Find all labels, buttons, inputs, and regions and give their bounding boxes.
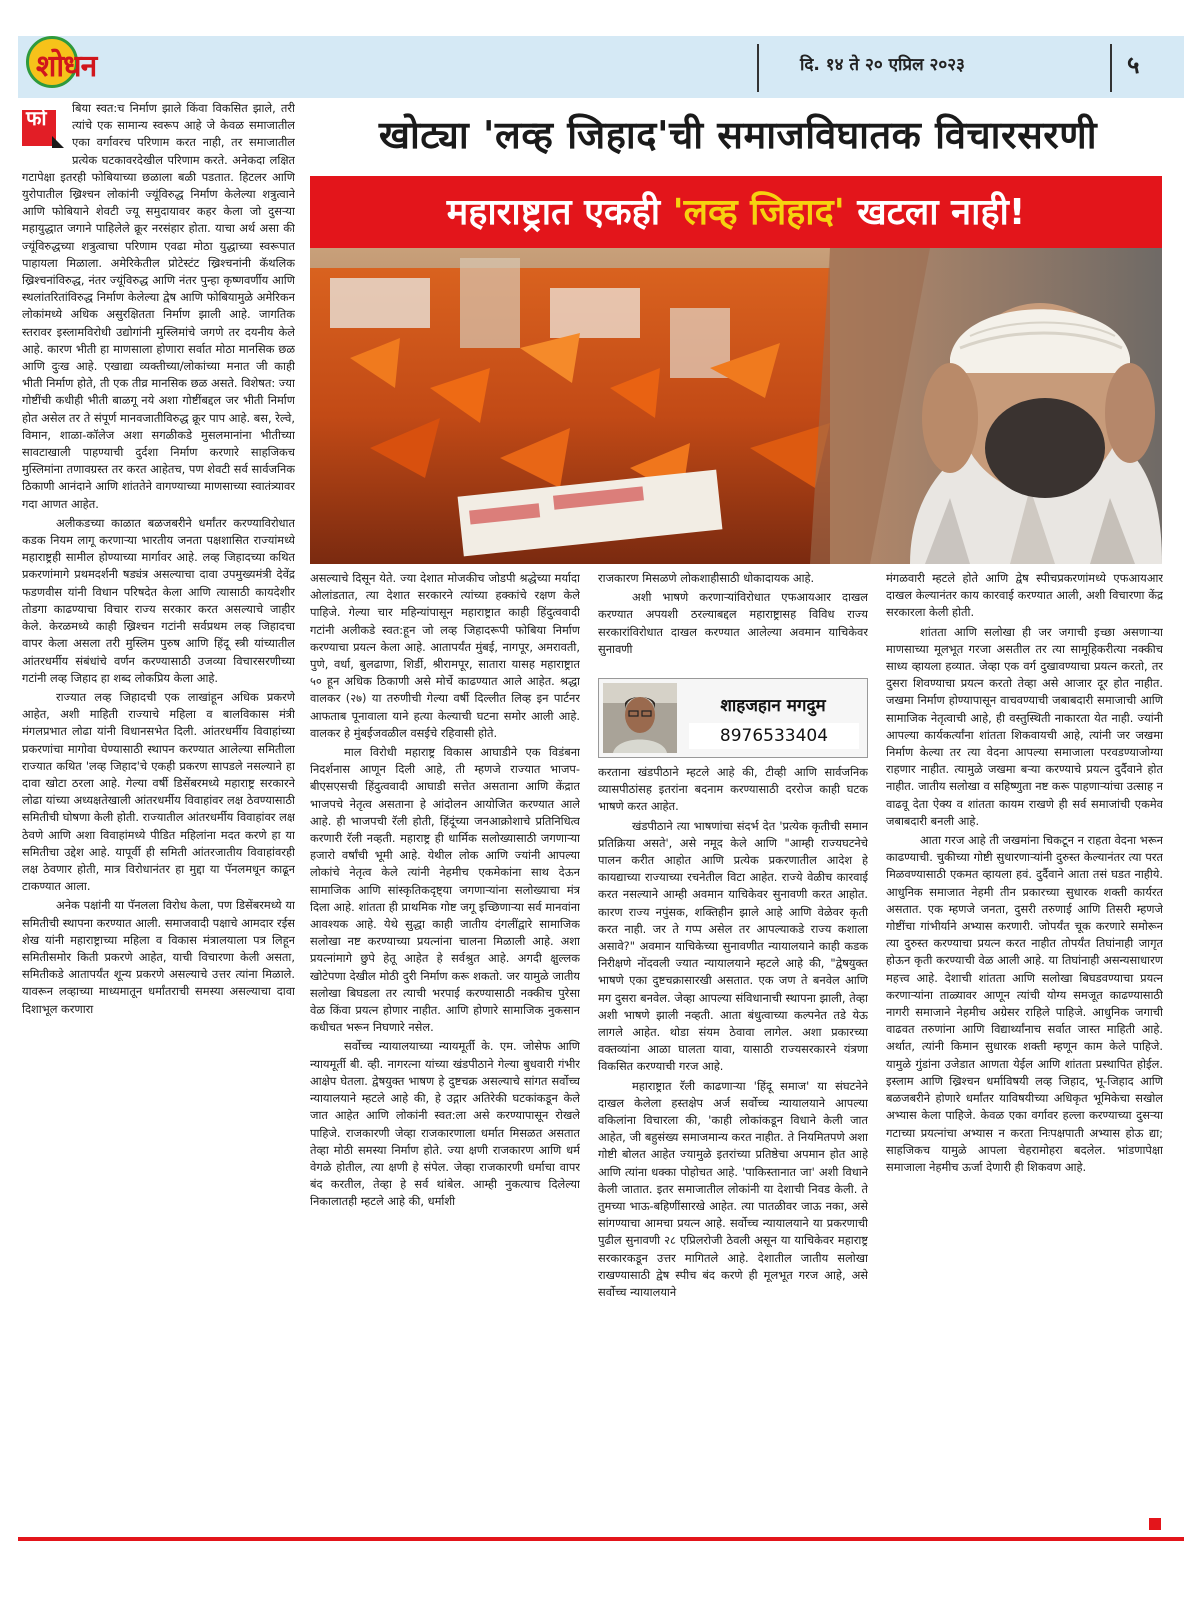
logo-text: शोधन — [36, 49, 97, 84]
rally-photo-illustration — [310, 248, 1162, 564]
newspaper-logo — [22, 34, 116, 98]
article-column-2 — [310, 570, 580, 1532]
paragraph: राजकारण मिसळणे लोकशाहीसाठी धोकादायक आहे. — [598, 571, 815, 585]
paragraph: खंडपीठाने त्या भाषणांचा संदर्भ देत 'प्रत्येक कृतीची समान प्रतिक्रिया असते', असे नमूद केले आणि "आम्ही राज्यघटनेचे पालन करीत आहोत आणि प्रत्येक प्रकरणातील आदेश हे कायद्याच्या राज्याच्या रचनेतील विटा आहेत. राज्ये वेळीच कारवाई करत नसल्याने आम्ही अवमान याचिकेवर सुनावणी करत आहोत. कारण राज्य नपुंसक, शक्तिहीन झाले आहे आणि वेळेवर कृती करत नाही. जर ते गप्प असेल तर आपल्याकडे राज्य कशाला असावे?" अवमान याचिकेच्या सुनावणीत न्यायालयाने काही कडक निरीक्षणे नोंदवली ज्यात न्यायालयाने म्हटले आहे की, "द्वेषयुक्त भाषणे एका दुष्टचक्रासारखी असतात. एक जण ते बनवेल आणि मग दुसरा बनवेल. जेव्हा आपल्या संविधानाची स्थापना झाली, तेव्हा अशी भाषणे झाली नव्हती. आता बंधुत्वाच्या कल्पनेत तडे येऊ लागले आहेत. थोडा संयम ठेवावा लागेल. अशा प्रकारच्या वक्तव्यांना आळा घालता यावा, यासाठी राज्यसरकारने यंत्रणा विकसित करण्याची गरज आहे. — [598, 818, 868, 1074]
issue-date: दि. १४ ते २० एप्रिल २०२३ — [800, 55, 965, 75]
author-photo — [603, 683, 677, 753]
paragraph: आता गरज आहे ती जखमांना चिकटून न राहता वेदना भरून काढण्याची. चुकीच्या गोष्टी सुधारणाऱ्यांनी दुरुस्त केल्यानंतर त्या परत मिळवण्यासाठी एकमत व्हायला हवं. दुर्दैवाने आता तसं घडत नाहीये. आधुनिक समाजात नेहमी तीन प्रकारच्या सुधारक शक्ती कार्यरत असतात. एक म्हणजे जनता, दुसरी तरुणाई आणि तिसरी म्हणजे गोष्टींचा गांभीर्याने अभ्यास करणारी. जोपर्यंत चूक करणारे समोरून त्या दुरुस्त करण्याचा प्रयत्न करत नाहीत तोपर्यंत तिघांनाही जागृत होऊन कृती करण्याची वेळ आली आहे. या तिघांनाही असन्यसाधारण महत्त्व आहे. देशाची शांतता आणि सलोखा बिघडवण्याचा प्रयत्न करणाऱ्यांना ताळ्यावर आणून त्यांची योग्य समजूत काढण्यासाठी नागरी समाजाने नेहमीच अग्रेसर राहिले पाहिजे. आधुनिक जगाची वाढवत तरुणांना आणि विद्यार्थ्यांनाच सर्वात जास्त माहिती आहे. अर्थात, त्यांनी किमान सुधारक शक्ती म्हणून काम केले पाहिजे. यामुळे गुंडांना उजेडात आणता येईल आणि शांतता प्रस्थापित होईल. इस्लाम आणि ख्रिश्चन धर्माविषयी लव्ह जिहाद, भू-जिहाद आणि बळजबरीने होणारे धर्मांतर याविषयीच्या अधिकृत भूमिकेचा सखोल अभ्यास केला पाहिजे. केवळ एका वर्गावर हल्ला करण्याच्या दुसऱ्या गटाच्या प्रयत्नांचा अभ्यास न करता निःपक्षपाती अभ्यास होऊ द्या; साहजिकच यामुळे आपला चेहरामोहरा बदलेल. भांडणापेक्षा समाजाला नेहमीच ऊर्जा देणारी ही शिकवण आहे. — [886, 833, 1163, 1174]
paragraph: मंगळवारी म्हटले होते आणि द्वेष स्पीचप्रकरणांमध्ये एफआयआर दाखल केल्यानंतर काय कारवाई करण्यात आली, अशी विचारणा केंद्र सरकारला केली होती. — [886, 571, 1163, 620]
masthead-divider — [1110, 44, 1112, 92]
paragraph: माल विरोधी महाराष्ट्र विकास आघाडीने एक विडंबना निदर्शनास आणून दिली आहे, ती म्हणजे राज्यात भाजप-बीएसएसची हिंदुत्ववादी आघाडी सत्तेत असताना आणि केंद्रात भाजपचे नेतृत्व असताना हे आंदोलन आयोजित करण्यात आले आहे. ही भाजपची रॅली होती, हिंदूंच्या जनआक्रोशाचे प्रतिनिधित्व करणारी रॅली नव्हती. महाराष्ट्र ही धार्मिक सलोख्यासाठी जगणाऱ्या हजारो वर्षांची भूमी आहे. येथील लोक आणि ज्यांनी आपल्या लोकांचे नेतृत्व केले त्यांनी नेहमीच एकमेकांना साथ देऊन सामाजिक आणि सांस्कृतिकदृष्ट्या जगणाऱ्यांना सलोख्याचा मंत्र दिला आहे. शांतता ही प्राथमिक गोष्ट जगू इच्छिणाऱ्या सर्व मानवांना आवश्यक आहे. येथे सुद्धा काही जातीय दंगलींद्वारे सामाजिक सलोखा नष्ट करण्याच्या प्रयत्नांना चालना मिळाली आहे. अशा प्रयत्नांमागे छुपे हेतू आहेत हे सर्वश्रुत आहे. अगदी क्षुल्लक खोटेपणा देखील मोठी दुरी निर्माण करू शकतो. जर यामुळे जातीय सलोखा बिघडला तर त्याची भरपाई करण्यासाठी नक्कीच पुरेसा वेळ किंवा प्रयत्न होणार नाहीत. आणि होणारे सामाजिक नुकसान कधीचत भरून निघणारे नसेल. — [310, 745, 580, 1035]
article-subheadline: महाराष्ट्रात एकही 'लव्ह जिहाद' खटला नाही! — [446, 192, 1026, 233]
article-column-1 — [22, 100, 295, 1532]
masthead-divider — [757, 44, 759, 92]
author-phone: 8976533404 — [689, 723, 859, 749]
drop-cap-text: फो — [26, 106, 47, 130]
paragraph: अनेक पक्षांनी या पॅनलला विरोध केला, पण डिसेंबरमध्ये या समितीची स्थापना करण्यात आली. समाजवादी पक्षाचे आमदार रईस शेख यांनी महाराष्ट्राच्या महिला व विकास मंत्रालयाला पत्र लिहून समितीसमोर किती प्रकरणे आहेत, याची विचारणा केली असता, समितीकडे आतापर्यंत शून्य प्रकरणे असल्याचे उत्तर त्यांना मिळाले. यावरून लव्हाच्या माध्यमातून धर्मांतराची समस्या असल्याचा दावा दिशाभूल करणारा — [22, 898, 295, 1016]
paragraph: असल्याचे दिसून येते. ज्या देशात मोजकीच जोडपी श्रद्धेच्या मर्यादा ओलांडतात, त्या देशात सरकारने त्यांच्या हक्कांचे रक्षण केले पाहिजे. गेल्या चार महिन्यांपासून महाराष्ट्रात काही हिंदुत्ववादी गटांनी अलीकडे स्वत:हून जो लव्ह जिहादरूपी फोबिया निर्माण करण्याचा प्रयत्न केला आहे. आतापर्यंत मुंबई, नागपूर, अमरावती, पुणे, वर्धा, बुलढाणा, शिर्डी, श्रीरामपूर, सातारा यासह महाराष्ट्रात ५० हून अधिक ठिकाणी असे मोर्चे काढण्यात आले आहेत. श्रद्धा वालकर (२७) या तरुणीची गेल्या वर्षी दिल्लीत लिव्ह इन पार्टनर आफताब पूनावाला याने हत्या केल्याची घटना समोर आली आहे. वालकर हे मुंबईजवळील वसईचे रहिवासी होते. — [310, 571, 580, 740]
article-column-3-bottom — [598, 764, 868, 1532]
page-footer-rule — [18, 1537, 1184, 1541]
masthead-bar — [18, 36, 1184, 98]
paragraph: राज्यात लव्ह जिहादची एक लाखांहून अधिक प्रकरणे आहेत, अशी माहिती राज्याचे महिला व बालविकास मंत्री मंगलप्रभात लोढा यांनी विधानसभेत दिली. आंतरधर्मीय विवाहांच्या प्रकरणांचा मागोवा घेण्यासाठी स्थापन करण्यात आलेल्या समितीला राज्यात कथित 'लव्ह जिहाद'चे एकही प्रकरण सापडले नसल्याने हा दावा खोटा ठरला आहे. गेल्या वर्षी डिसेंबरमध्ये महाराष्ट्र सरकारने लोढा यांच्या अध्यक्षतेखाली आंतरधर्मीय विवाहांवर लक्ष ठेवण्यासाठी समितीची घोषणा केली होती. राज्यातील आंतरधर्मीय विवाहांवर लक्ष ठेवणे आणि अशा विवाहांमध्ये पीडित महिलांना मदत करणे हा या समितीचा उद्देश आहे. यापूर्वी ही समिती आंतरजातीय विवाहांवरही लक्ष ठेवणार होती, मात्र विरोधानंतर हा मुद्दा या पॅनलमधून काढून टाकण्यात आला. — [22, 689, 295, 894]
article-column-3-top — [598, 570, 868, 670]
paragraph: सर्वोच्च न्यायालयाच्या न्यायमूर्ती के. एम. जोसेफ आणि न्यायमूर्ती बी. व्ही. नागरत्ना यांच्या खंडपीठाने गेल्या बुधवारी गंभीर आक्षेप घेतला. द्वेषयुक्त भाषण हे दुष्टचक्र असल्याचे सांगत सर्वोच्च न्यायालयाने म्हटले आहे की, हे उद्गार अतिरेकी घटकांकडून केले जात आहेत आणि लोकांनी स्वत:ला असे करण्यापासून रोखले पाहिजे. राजकारणी जेव्हा राजकारणाला धर्मात मिसळत असतात तेव्हा मोठी समस्या निर्माण होते. ज्या क्षणी राजकारण आणि धर्म वेगळे होतील, त्या क्षणी हे संपेल. जेव्हा राजकारणी धर्माचा वापर बंद करतील, तेव्हा हे सर्व थांबेल. आम्ही नुकत्याच दिलेल्या निकालातही म्हटले आहे की, धर्माशी — [310, 1039, 580, 1209]
author-box — [598, 678, 868, 758]
paragraph: करताना खंडपीठाने म्हटले आहे की, टीव्ही आणि सार्वजनिक व्यासपीठांसह इतरांना बदनाम करण्यासाठी दररोज काही घटक भाषणे करत आहेत. — [598, 765, 868, 814]
article-column-4 — [886, 570, 1163, 1532]
page-number: ५ — [1127, 51, 1140, 79]
article-headline: खोट्या 'लव्ह जिहाद'ची समाजविघातक विचारसरणी — [378, 113, 1098, 157]
paragraph: शांतता आणि सलोखा ही जर जगाची इच्छा असणाऱ्या माणसाच्या मूलभूत गरजा असतील तर त्या सामूहिकरीत्या नक्कीच साध्य व्हायला हव्यात. जेव्हा एक वर्ग दुखावण्याचा प्रयत्न करतो, तर दुसरा शिवण्याचा प्रयत्न करतो तेव्हा असे आजार दूर होत नाहीत. जखमा निर्माण होण्यापासून वाचवण्याची जबाबदारी समाजाची आणि सामाजिक नेतृत्वाची आहे, ही वस्तुस्थिती नाकारता येत नाही. ज्यांनी आपल्या कार्यकर्त्यांना शांतता शिकवायची आहे, त्यांनी जर जखमा निर्माण केल्या तर त्या वेदना आपल्या समाजाला परवडण्याजोग्या राहणार नाहीत. त्यामुळे जखमा बऱ्या करण्याचे प्रयत्न दुर्दैवाने होत नाहीत. जातीय सलोखा व सहिष्णुता नष्ट करू पाहणाऱ्यांचा उत्साह न वाढवू देता ऐक्य व शांतता कायम राखणे ही सर्व समाजांची एकमेव जबाबदारी बनली आहे. — [886, 624, 1163, 828]
author-name: शाहजहान मगदुम — [720, 696, 826, 716]
paragraph: अलीकडच्या काळात बळजबरीने धर्मांतर करण्याविरोधात कडक नियम लागू करणाऱ्या भारतीय जनता पक्षशासित राज्यांमध्ये महाराष्ट्रही सामील होण्याच्या मार्गावर आहे. लव्ह जिहादच्या कथित प्रकरणांमागे प्रथमदर्शनी षड्यंत्र असल्याचा दावा उपमुख्यमंत्री देवेंद्र फडणवीस यांनी विधान परिषदेत केला आणि त्यासाठी कायदेशीर तोडगा काढण्याचा विचार राज्य सरकार करत असल्याचे जाहीर केले. केरळमध्ये काही ख्रिश्चन गटांनी सर्वप्रथम लव्ह जिहादचा वापर केला असला तरी मुस्लिम पुरुष आणि हिंदू स्त्री यांच्यातील आंतरधर्मीय संबंधांचे वर्णन करण्यासाठी उजव्या विचारसरणीच्या गटांनी लव्ह जिहाद हा शब्द लोकप्रिय केला आहे. — [22, 515, 295, 685]
drop-cap — [22, 102, 64, 152]
paragraph: बिया स्वत:च निर्माण झाले किंवा विकसित झाले, तरी त्यांचे एक सामान्य स्वरूप आहे जे केवळ समाजातील एका वर्गावरच परिणाम करत नाही, तर समाजातील प्रत्येक घटकावरदेखील परिणाम करते. अनेकदा लक्षित गटापेक्षा इतरही फोबियाच्या छळाला बळी पडतात. हिटलर आणि युरोपातील ख्रिश्चन लोकांनी ज्यूंविरुद्ध निर्माण केलेल्या शत्रुत्वाने आणि फोबियाने शेवटी ज्यू समुदायावर कहर केला जो दुसऱ्या महायुद्धात जगाने पाहिलेले क्रूर नरसंहार होता. याचा अर्थ असा की ज्यूंविरुद्धच्या शत्रुत्वाचा परिणाम एवढा मोठा युद्धाच्या स्वरूपात पाहायला मिळाला. अमेरिकेतील प्रोटेस्टंट ख्रिश्चनांनी कॅथलिक ख्रिश्चनांविरुद्ध, नंतर ज्यूंविरुद्ध आणि नंतर पुन्हा कृष्णवर्णीय आणि स्थलांतरितांविरुद्ध निर्माण केलेल्या द्वेष आणि फोबियामुळे अमेरिकन लोकांमध्ये अधिक असुरक्षितता निर्माण झाली आहे. जागतिक स्तरावर इस्लामविरोधी उद्योगांनी मुस्लिमांचे जगणे तर दयनीय केले आहे. कारण भीती हा माणसाला होणारा सर्वात मोठा मानसिक छळ आणि दुःख आहे. एखाद्या व्यक्तीच्या/लोकांच्या मनात जी काही भीती निर्माण होते, ती एक तीव्र मानसिक छळ असते. विशेषत: ज्या गोष्टींची कधीही भीती बाळगू नये अशा गोष्टींबद्दल जर भीती निर्माण होत असेल तर ते संपूर्ण मानवजातीविरुद्ध क्रूर पाप आहे. बस, रेल्वे, विमान, शाळा-कॉलेज अशा सगळीकडे मुसलमानांना भीतीच्या सावटाखाली पाहण्याची दुर्दशा निर्माण करणारे साहजिकच मुस्लिमांना तणावग्रस्त तर करत आहेतच, पण शेवटी सर्व सार्वजनिक ठिकाणी आनंदाने आणि शांततेने वागण्याच्या माणसाच्या स्वातंत्र्यावर गदा आणत आहेत. — [22, 101, 295, 511]
subheadline-highlight: 'लव्ह जिहाद' — [672, 192, 845, 233]
author-portrait — [603, 683, 677, 753]
article-end-mark — [1149, 1518, 1161, 1530]
article-photo — [310, 248, 1162, 564]
paragraph: महाराष्ट्रात रॅली काढणाऱ्या 'हिंदू समाज' या संघटनेने दाखल केलेला हस्तक्षेप अर्ज सर्वोच्च न्यायालयाने आपल्या वकिलांना विचारला की, 'काही लोकांकडून विधाने केली जात आहेत, जी बहुसंख्य समाजमान्य करत नाहीत. ते नियमितपणे अशा गोष्टी बोलत आहेत ज्यामुळे इतरांच्या प्रतिष्ठेचा अपमान होत आहे आणि त्यांना धक्का पोहोचत आहे. 'पाकिस्तानात जा' अशी विधाने केली जातात. इतर समाजातील लोकांनी या देशाची निवड केली. ते तुमच्या भाऊ-बहिणींसारखे आहेत. त्या पातळीवर जाऊ नका, असे सांगण्याचा आमचा प्रयत्न आहे. सर्वोच्च न्यायालयाने या प्रकरणाची पुढील सुनावणी २८ एप्रिलरोजी ठेवली असून या याचिकेवर महाराष्ट्र सरकारकडून उत्तर मागितले आहे. देशातील जातीय सलोखा राखण्यासाठी द्वेष स्पीच बंद करणे ही मूलभूत गरज आहे, असे सर्वोच्च न्यायालयाने — [598, 1078, 868, 1300]
paragraph: अशी भाषणे करणाऱ्यांविरोधात एफआयआर दाखल करण्यात अपयशी ठरल्याबद्दल महाराष्ट्रासह विविध राज्य सरकारांविरोधात दाखल करण्यात आलेल्या अवमान याचिकेवर सुनावणी — [598, 590, 868, 656]
